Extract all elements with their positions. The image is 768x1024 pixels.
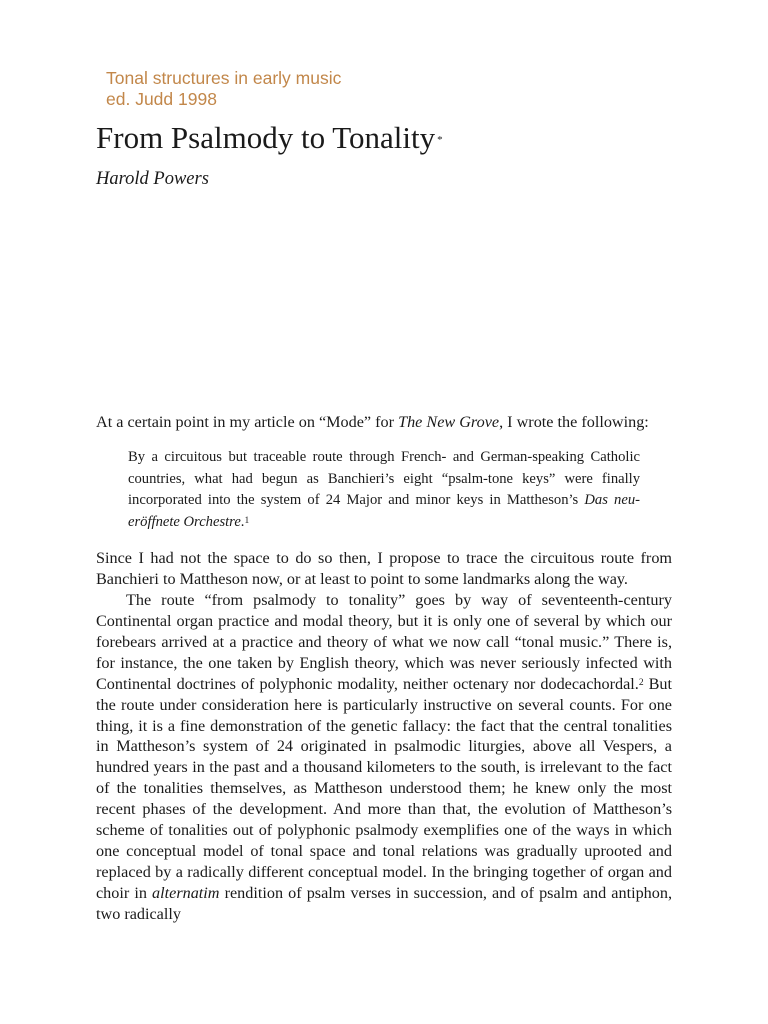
body-text bbox=[96, 412, 672, 925]
intro-text-end: , I wrote the following: bbox=[499, 413, 649, 431]
source-note-line-2: ed. Judd 1998 bbox=[106, 89, 217, 109]
footnote-ref-1: 1 bbox=[244, 515, 250, 526]
quote-text: By a circuitous but traceable route through French- and German-speaking Catholic countries, what had begun as Banchieri’s eight “psalm-tone keys” were finally incorporated into the system of 24 Major and minor keys in Mattheson’s bbox=[128, 448, 640, 509]
work-title: Das neu-eröffnete Orchestre bbox=[128, 492, 640, 530]
journal-title: The New Grove bbox=[398, 413, 500, 431]
footnote-ref-2: 2 bbox=[638, 677, 644, 688]
title-footnote-mark: * bbox=[437, 134, 443, 146]
paragraph-1: Since I had not the space to do so then, I propose to trace the circuitous route from Banchieri to Mattheson now, or at least to point to some landmarks along the way. bbox=[96, 549, 672, 589]
block-quote bbox=[128, 447, 640, 533]
intro-paragraph bbox=[96, 412, 672, 433]
intro-text: At a certain point in my article on “Mode” for bbox=[96, 413, 399, 431]
chapter-title bbox=[96, 119, 443, 157]
paragraph-2 bbox=[96, 590, 672, 925]
author-name: Harold Powers bbox=[96, 169, 209, 189]
quote-text-end: . bbox=[240, 513, 245, 530]
term-alternatim: alternatim bbox=[152, 883, 220, 902]
source-note-line-1: Tonal structures in early music bbox=[106, 68, 342, 88]
paragraph-2-text-b: But the route under consideration here is particularly instructive on several counts. For one thing, it is a fine demonstration of the genetic fallacy: the fact that the central tonalities in Mattheson’s system of 24 originated in psalmodic liturgies, above all Vespers, a hundred years in the past and a thousand kilometers to the south, is irrelevant to the fact of the tonalities themselves, as Mattheson understood them; he knew only the most recent phases of the development. And more than that, the evolution of Mattheson’s scheme of tonalities out of polyphonic psalmody exemplifies one of the ways in which one conceptual model of tonal space and tonal relations was gradually uprooted and replaced by a radically different conceptual model. In the bringing together of organ and choir in bbox=[96, 674, 673, 902]
paragraph-2-text-a: The route “from psalmody to tonality” goes by way of seventeenth-century Continental organ practice and modal theory, but it is only one of several by which our forebears arrived at a practice and theory of what we now call “tonal music.” There is, for instance, the one taken by English theory, which was never seriously infected with Continental doctrines of polyphonic modality, neither octenary nor dodecachordal. bbox=[96, 591, 672, 693]
source-note bbox=[106, 68, 341, 110]
paragraph-2-text-c: rendition of psalm verses in succession, and of psalm and antiphon, two radically bbox=[96, 883, 672, 923]
chapter-title-text: From Psalmody to Tonality bbox=[96, 120, 436, 155]
